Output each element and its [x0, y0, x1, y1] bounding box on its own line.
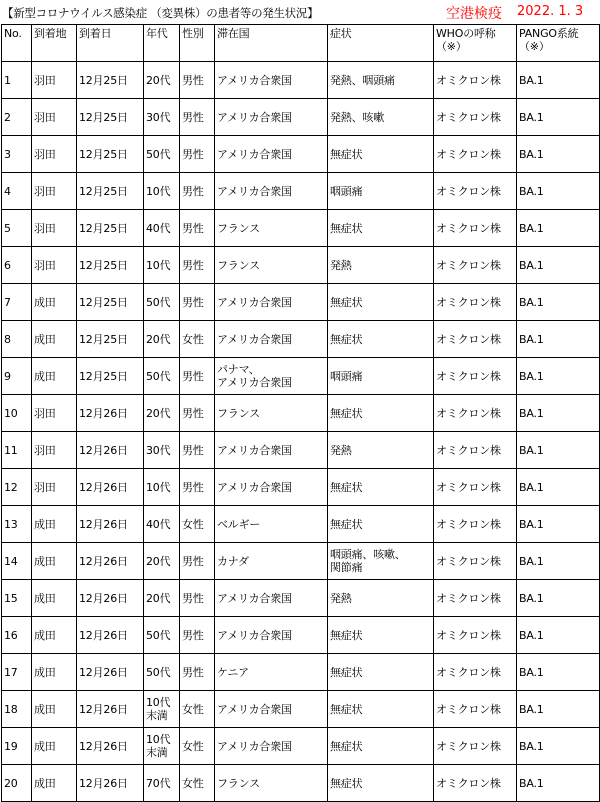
cell-who-name: オミクロン株: [434, 321, 517, 358]
cell-pango: BA.1: [517, 99, 600, 136]
cell-arrival-date: 12月25日: [77, 321, 144, 358]
cell-sex: 男性: [180, 136, 215, 173]
cell-symptoms: 発熱、咳嗽: [328, 99, 434, 136]
cell-country: アメリカ合衆国: [215, 469, 328, 506]
cell-age: 20代: [144, 580, 180, 617]
cell-airport: 成田: [32, 543, 77, 580]
cell-sex: 男性: [180, 62, 215, 99]
column-header-airport: 到着地: [32, 25, 77, 62]
cell-symptoms: 無症状: [328, 691, 434, 728]
cell-arrival-date: 12月26日: [77, 432, 144, 469]
cell-pango: BA.1: [517, 691, 600, 728]
cell-who-name: オミクロン株: [434, 247, 517, 284]
cell-sex: 男性: [180, 358, 215, 395]
cell-arrival-date: 12月26日: [77, 654, 144, 691]
cell-symptoms: 無症状: [328, 321, 434, 358]
cell-no: 2: [2, 99, 32, 136]
cell-age: 40代: [144, 506, 180, 543]
table-header-row: [2, 25, 600, 62]
cell-age: 20代: [144, 543, 180, 580]
cell-symptoms: 発熱: [328, 580, 434, 617]
cell-airport: 成田: [32, 765, 77, 802]
cell-airport: 羽田: [32, 432, 77, 469]
cell-airport: 羽田: [32, 210, 77, 247]
cell-no: 1: [2, 62, 32, 99]
cell-who-name: オミクロン株: [434, 358, 517, 395]
cell-age: 50代: [144, 284, 180, 321]
cell-pango: BA.1: [517, 173, 600, 210]
cell-pango: BA.1: [517, 654, 600, 691]
cell-no: 4: [2, 173, 32, 210]
cell-sex: 女性: [180, 765, 215, 802]
cell-symptoms: 無症状: [328, 654, 434, 691]
cell-country: アメリカ合衆国: [215, 321, 328, 358]
cell-who-name: オミクロン株: [434, 432, 517, 469]
cell-symptoms: 無症状: [328, 284, 434, 321]
cell-country: アメリカ合衆国: [215, 432, 328, 469]
cell-age: 10代: [144, 247, 180, 284]
cell-country: フランス: [215, 395, 328, 432]
table-row: [2, 395, 600, 432]
cell-symptoms: 無症状: [328, 210, 434, 247]
cell-who-name: オミクロン株: [434, 395, 517, 432]
column-header-symptoms: 症状: [328, 25, 434, 62]
cell-airport: 成田: [32, 617, 77, 654]
cell-pango: BA.1: [517, 728, 600, 765]
cell-no: 15: [2, 580, 32, 617]
case-table: [1, 24, 600, 802]
cell-pango: BA.1: [517, 247, 600, 284]
cell-sex: 男性: [180, 432, 215, 469]
table-row: [2, 247, 600, 284]
document-header: [0, 0, 600, 26]
quarantine-tag: 空港検疫: [446, 6, 502, 22]
cell-age: 20代: [144, 395, 180, 432]
cell-sex: 男性: [180, 395, 215, 432]
cell-symptoms: 無症状: [328, 728, 434, 765]
table-row: [2, 691, 600, 728]
column-header-who-name: WHOの呼称 （※）: [434, 25, 517, 62]
cell-age: 20代: [144, 321, 180, 358]
cell-sex: 男性: [180, 543, 215, 580]
cell-arrival-date: 12月26日: [77, 543, 144, 580]
cell-age: 40代: [144, 210, 180, 247]
cell-no: 16: [2, 617, 32, 654]
cell-age: 20代: [144, 62, 180, 99]
cell-pango: BA.1: [517, 210, 600, 247]
table-row: [2, 728, 600, 765]
cell-symptoms: 発熱: [328, 432, 434, 469]
cell-who-name: オミクロン株: [434, 617, 517, 654]
cell-pango: BA.1: [517, 395, 600, 432]
cell-who-name: オミクロン株: [434, 580, 517, 617]
table-row: [2, 765, 600, 802]
cell-symptoms: 無症状: [328, 617, 434, 654]
column-header-country: 滞在国: [215, 25, 328, 62]
cell-sex: 女性: [180, 691, 215, 728]
cell-sex: 男性: [180, 173, 215, 210]
cell-airport: 成田: [32, 580, 77, 617]
cell-age: 50代: [144, 617, 180, 654]
cell-sex: 女性: [180, 506, 215, 543]
cell-pango: BA.1: [517, 358, 600, 395]
cell-pango: BA.1: [517, 506, 600, 543]
cell-age: 10代 末満: [144, 691, 180, 728]
cell-arrival-date: 12月25日: [77, 99, 144, 136]
document-title: 【新型コロナウイルス感染症 （変異株）の患者等の発生状況】: [2, 6, 319, 20]
cell-age: 30代: [144, 432, 180, 469]
table-row: [2, 136, 600, 173]
cell-symptoms: 無症状: [328, 765, 434, 802]
cell-arrival-date: 12月25日: [77, 173, 144, 210]
cell-no: 18: [2, 691, 32, 728]
table-row: [2, 99, 600, 136]
cell-sex: 男性: [180, 469, 215, 506]
report-date: 2022. 1. 3: [517, 4, 584, 19]
cell-country: アメリカ合衆国: [215, 617, 328, 654]
cell-who-name: オミクロン株: [434, 765, 517, 802]
column-header-age: 年代: [144, 25, 180, 62]
table-row: [2, 469, 600, 506]
column-header-no: No.: [2, 25, 32, 62]
cell-who-name: オミクロン株: [434, 173, 517, 210]
cell-age: 50代: [144, 654, 180, 691]
cell-country: アメリカ合衆国: [215, 173, 328, 210]
cell-arrival-date: 12月25日: [77, 247, 144, 284]
cell-country: ベルギー: [215, 506, 328, 543]
cell-arrival-date: 12月26日: [77, 765, 144, 802]
cell-sex: 男性: [180, 210, 215, 247]
cell-who-name: オミクロン株: [434, 543, 517, 580]
cell-airport: 羽田: [32, 173, 77, 210]
cell-arrival-date: 12月25日: [77, 62, 144, 99]
cell-airport: 羽田: [32, 99, 77, 136]
table-row: [2, 210, 600, 247]
cell-age: 50代: [144, 136, 180, 173]
cell-sex: 女性: [180, 728, 215, 765]
table-row: [2, 543, 600, 580]
cell-symptoms: 咽頭痛: [328, 173, 434, 210]
cell-age: 30代: [144, 99, 180, 136]
cell-airport: 羽田: [32, 62, 77, 99]
cell-age: 10代: [144, 469, 180, 506]
cell-country: アメリカ合衆国: [215, 136, 328, 173]
cell-pango: BA.1: [517, 580, 600, 617]
table-row: [2, 173, 600, 210]
cell-airport: 羽田: [32, 395, 77, 432]
cell-arrival-date: 12月26日: [77, 617, 144, 654]
cell-arrival-date: 12月26日: [77, 395, 144, 432]
cell-sex: 男性: [180, 284, 215, 321]
cell-pango: BA.1: [517, 136, 600, 173]
cell-no: 20: [2, 765, 32, 802]
cell-arrival-date: 12月25日: [77, 284, 144, 321]
cell-airport: 羽田: [32, 469, 77, 506]
table-row: [2, 321, 600, 358]
cell-country: アメリカ合衆国: [215, 580, 328, 617]
cell-airport: 成田: [32, 284, 77, 321]
table-row: [2, 617, 600, 654]
cell-pango: BA.1: [517, 62, 600, 99]
cell-country: アメリカ合衆国: [215, 284, 328, 321]
cell-who-name: オミクロン株: [434, 654, 517, 691]
cell-age: 10代 末満: [144, 728, 180, 765]
cell-no: 19: [2, 728, 32, 765]
cell-airport: 羽田: [32, 136, 77, 173]
cell-no: 9: [2, 358, 32, 395]
cell-no: 5: [2, 210, 32, 247]
cell-who-name: オミクロン株: [434, 210, 517, 247]
column-header-sex: 性別: [180, 25, 215, 62]
cell-sex: 男性: [180, 617, 215, 654]
table-row: [2, 62, 600, 99]
cell-arrival-date: 12月26日: [77, 469, 144, 506]
cell-pango: BA.1: [517, 432, 600, 469]
cell-symptoms: 咽頭痛: [328, 358, 434, 395]
cell-who-name: オミクロン株: [434, 728, 517, 765]
cell-pango: BA.1: [517, 284, 600, 321]
cell-symptoms: 無症状: [328, 136, 434, 173]
cell-country: ケニア: [215, 654, 328, 691]
cell-airport: 成田: [32, 321, 77, 358]
cell-airport: 成田: [32, 358, 77, 395]
cell-arrival-date: 12月26日: [77, 691, 144, 728]
cell-country: アメリカ合衆国: [215, 99, 328, 136]
cell-symptoms: 発熱: [328, 247, 434, 284]
cell-arrival-date: 12月26日: [77, 580, 144, 617]
cell-country: カナダ: [215, 543, 328, 580]
case-rows: [2, 62, 600, 802]
cell-sex: 男性: [180, 654, 215, 691]
cell-no: 14: [2, 543, 32, 580]
cell-age: 50代: [144, 358, 180, 395]
cell-airport: 成田: [32, 506, 77, 543]
table-row: [2, 432, 600, 469]
cell-who-name: オミクロン株: [434, 506, 517, 543]
cell-age: 10代: [144, 173, 180, 210]
cell-airport: 成田: [32, 691, 77, 728]
cell-who-name: オミクロン株: [434, 691, 517, 728]
cell-who-name: オミクロン株: [434, 62, 517, 99]
cell-arrival-date: 12月25日: [77, 210, 144, 247]
cell-arrival-date: 12月25日: [77, 136, 144, 173]
cell-country: フランス: [215, 765, 328, 802]
table-row: [2, 580, 600, 617]
cell-who-name: オミクロン株: [434, 284, 517, 321]
cell-no: 8: [2, 321, 32, 358]
cell-sex: 男性: [180, 247, 215, 284]
cell-airport: 成田: [32, 728, 77, 765]
cell-no: 11: [2, 432, 32, 469]
cell-who-name: オミクロン株: [434, 99, 517, 136]
table-row: [2, 654, 600, 691]
cell-no: 7: [2, 284, 32, 321]
cell-symptoms: 発熱、咽頭痛: [328, 62, 434, 99]
cell-country: アメリカ合衆国: [215, 728, 328, 765]
table-row: [2, 506, 600, 543]
cell-symptoms: 無症状: [328, 395, 434, 432]
cell-age: 70代: [144, 765, 180, 802]
cell-no: 13: [2, 506, 32, 543]
cell-pango: BA.1: [517, 469, 600, 506]
cell-who-name: オミクロン株: [434, 469, 517, 506]
cell-sex: 女性: [180, 321, 215, 358]
cell-airport: 羽田: [32, 247, 77, 284]
cell-country: フランス: [215, 247, 328, 284]
cell-pango: BA.1: [517, 765, 600, 802]
cell-country: アメリカ合衆国: [215, 691, 328, 728]
cell-symptoms: 無症状: [328, 506, 434, 543]
cell-country: パナマ、 アメリカ合衆国: [215, 358, 328, 395]
cell-no: 17: [2, 654, 32, 691]
cell-arrival-date: 12月26日: [77, 506, 144, 543]
cell-pango: BA.1: [517, 543, 600, 580]
cell-no: 3: [2, 136, 32, 173]
cell-country: フランス: [215, 210, 328, 247]
table-row: [2, 284, 600, 321]
cell-sex: 男性: [180, 580, 215, 617]
cell-country: アメリカ合衆国: [215, 62, 328, 99]
column-header-arrival-date: 到着日: [77, 25, 144, 62]
cell-symptoms: 無症状: [328, 469, 434, 506]
cell-sex: 男性: [180, 99, 215, 136]
cell-no: 10: [2, 395, 32, 432]
cell-pango: BA.1: [517, 617, 600, 654]
cell-arrival-date: 12月25日: [77, 358, 144, 395]
cell-arrival-date: 12月26日: [77, 728, 144, 765]
cell-who-name: オミクロン株: [434, 136, 517, 173]
table-row: [2, 358, 600, 395]
cell-no: 12: [2, 469, 32, 506]
cell-airport: 成田: [32, 654, 77, 691]
column-header-pango: PANGO系統 （※）: [517, 25, 600, 62]
cell-pango: BA.1: [517, 321, 600, 358]
cell-symptoms: 咽頭痛、咳嗽、 関節痛: [328, 543, 434, 580]
cell-no: 6: [2, 247, 32, 284]
